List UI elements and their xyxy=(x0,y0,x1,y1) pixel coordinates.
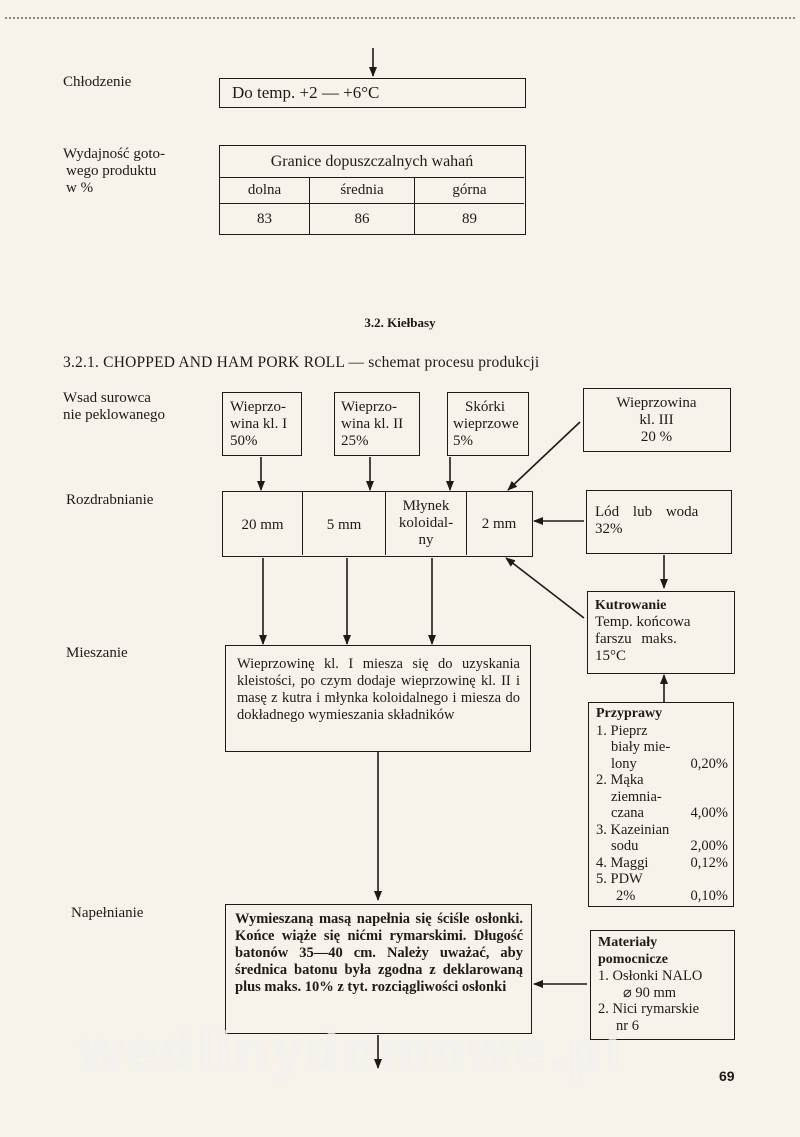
spice-value: 0,12% xyxy=(690,854,728,871)
spice-line: 2. Mąka xyxy=(596,772,644,788)
yield-table xyxy=(219,145,526,235)
raw-skins-line: wieprzowe xyxy=(453,416,519,432)
cooling-text: Do temp. +2 — +6°C xyxy=(232,83,380,102)
cutter-box xyxy=(587,591,735,674)
spice-value: 0,10% xyxy=(690,887,728,904)
spice-line: 5. PDW xyxy=(596,871,643,887)
spice-name: sodu xyxy=(611,838,639,854)
colloid-line: Młynek xyxy=(402,498,450,514)
raw-pork2-line: wina kl. II xyxy=(341,416,404,432)
spice-name: czana xyxy=(611,805,644,821)
spice-value: 0,20% xyxy=(690,755,728,772)
stage-raw-line: nie peklowanego xyxy=(63,407,166,423)
yield-table-title: Granice dopuszczalnych wahań xyxy=(220,146,524,178)
stage-filling-label: Napełnianie xyxy=(71,905,144,921)
spices-box xyxy=(588,702,734,907)
mixing-text: Wieprzowinę kl. I miesza się do uzyskania kleistości, po czym dodaje wieprzowinę kl. II i masę z kutra i młynka koloidalnego i miesza do dokładnego wymieszania składników xyxy=(237,656,520,723)
raw-pork3-text xyxy=(584,395,729,446)
raw-pork1-line: 50% xyxy=(230,433,258,449)
stage-grinding-label: Rozdrabnianie xyxy=(66,492,154,508)
spice-line: 3. Kazeinian xyxy=(596,821,670,838)
spice-row xyxy=(596,805,728,822)
spice-name: 2% xyxy=(616,887,636,904)
yield-label-line: Wydajność goto- xyxy=(63,146,165,162)
arrow-cutter-grind xyxy=(506,558,584,618)
spice-line: ziemnia- xyxy=(611,788,662,805)
ice-water-box xyxy=(586,490,732,554)
cooling-label: Chłodzenie xyxy=(63,74,132,90)
cutter-text xyxy=(595,597,691,665)
raw-skins-line: Skórki xyxy=(465,399,506,415)
grind-cell-5mm-text: 5 mm xyxy=(326,517,362,533)
spice-line: biały mie- xyxy=(611,739,671,755)
cutter-title: Kutrowanie xyxy=(595,598,667,613)
raw-pork3-line: 20 % xyxy=(640,429,673,445)
yield-header-high: górna xyxy=(415,178,524,204)
page-number: 69 xyxy=(719,1068,735,1084)
mixing-box xyxy=(225,645,531,752)
subsection-title: 3.2.1. CHOPPED AND HAM PORK ROLL — schemat procesu produkcji xyxy=(63,354,540,371)
raw-pork3-line: Wieprzowina xyxy=(616,395,697,411)
raw-pork2-text xyxy=(341,399,403,450)
watermark: wedlinydomowe.pl xyxy=(80,1021,625,1081)
raw-pork2-line: 25% xyxy=(341,433,369,449)
raw-box-pork1 xyxy=(222,392,302,456)
grind-cell-2mm: 2 mm xyxy=(481,516,517,532)
grinding-row xyxy=(222,491,533,557)
raw-skins-text xyxy=(453,399,519,450)
yield-header-mid: średnia xyxy=(310,178,415,204)
ice-water-text xyxy=(595,504,723,538)
spice-row xyxy=(596,838,728,855)
aux-title: pomocnicze xyxy=(598,951,668,967)
filling-text: Wymieszaną masą napełnia się ściśle osłonki. Końce wiąże się nićmi rymarskimi. Długość batonów 35—40 cm. Należy uważać, aby średnica batonu była zgodna z deklarowaną plus maks. 10% z tyt. rozciągliwości osłonki xyxy=(235,911,523,995)
filling-box xyxy=(225,904,532,1034)
yield-label xyxy=(63,146,165,197)
colloid-line: ny xyxy=(418,532,434,548)
ice-water-line: Lód lub woda xyxy=(595,504,699,520)
yield-value-low: 83 xyxy=(220,204,310,234)
yield-label-line: wego produktu xyxy=(66,163,157,179)
yield-value-high: 89 xyxy=(462,210,477,227)
raw-box-skins xyxy=(447,392,529,456)
grind-cell-5mm xyxy=(303,492,386,555)
raw-pork3-line: kl. III xyxy=(639,412,674,428)
aux-line: ⌀ 90 mm xyxy=(623,984,677,1001)
spice-row xyxy=(596,888,728,905)
spice-name: 4. Maggi xyxy=(596,854,649,871)
spice-line: 1. Pieprz xyxy=(596,722,648,739)
section-title: 3.2. Kiełbasy xyxy=(364,315,436,330)
spice-value: 2,00% xyxy=(690,838,728,854)
colloid-line: koloidal- xyxy=(398,515,454,531)
spice-name: lony xyxy=(611,755,637,772)
aux-title: Materiały xyxy=(598,935,658,950)
aux-line: 1. Osłonki NALO xyxy=(598,968,703,984)
raw-pork2-line: Wieprzo- xyxy=(341,399,398,415)
spice-row xyxy=(596,855,728,872)
raw-box-pork3 xyxy=(583,388,731,452)
grind-cell-20mm: 20 mm xyxy=(223,492,303,555)
yield-value-mid: 86 xyxy=(310,204,415,234)
yield-header-low: dolna xyxy=(220,178,310,204)
spices-title: Przyprawy xyxy=(596,706,663,721)
cutter-line: Temp. końcowa xyxy=(595,614,691,630)
aux-line: 2. Nici rymarskie xyxy=(598,1001,700,1017)
raw-box-pork2 xyxy=(334,392,420,456)
raw-pork1-line: Wieprzo- xyxy=(230,399,287,415)
raw-pork1-line: wina kl. I xyxy=(230,416,288,432)
raw-skins-line: 5% xyxy=(453,433,473,449)
cutter-line: farszu maks. xyxy=(595,631,677,647)
stage-raw-label xyxy=(63,390,165,424)
ice-water-line: 32% xyxy=(595,521,623,537)
aux-line: nr 6 xyxy=(616,1017,639,1034)
spice-row xyxy=(596,756,728,773)
spice-value: 4,00% xyxy=(690,805,728,821)
raw-pork1-text xyxy=(230,399,287,450)
cutter-line: 15°C xyxy=(595,648,627,664)
yield-label-line: w % xyxy=(66,180,94,196)
cooling-box xyxy=(219,78,526,108)
spices-list xyxy=(596,706,728,904)
stage-mixing-label: Mieszanie xyxy=(66,645,128,661)
stage-raw-line: Wsad surowca xyxy=(63,390,151,406)
grind-cell-colloid-mill xyxy=(386,492,467,555)
